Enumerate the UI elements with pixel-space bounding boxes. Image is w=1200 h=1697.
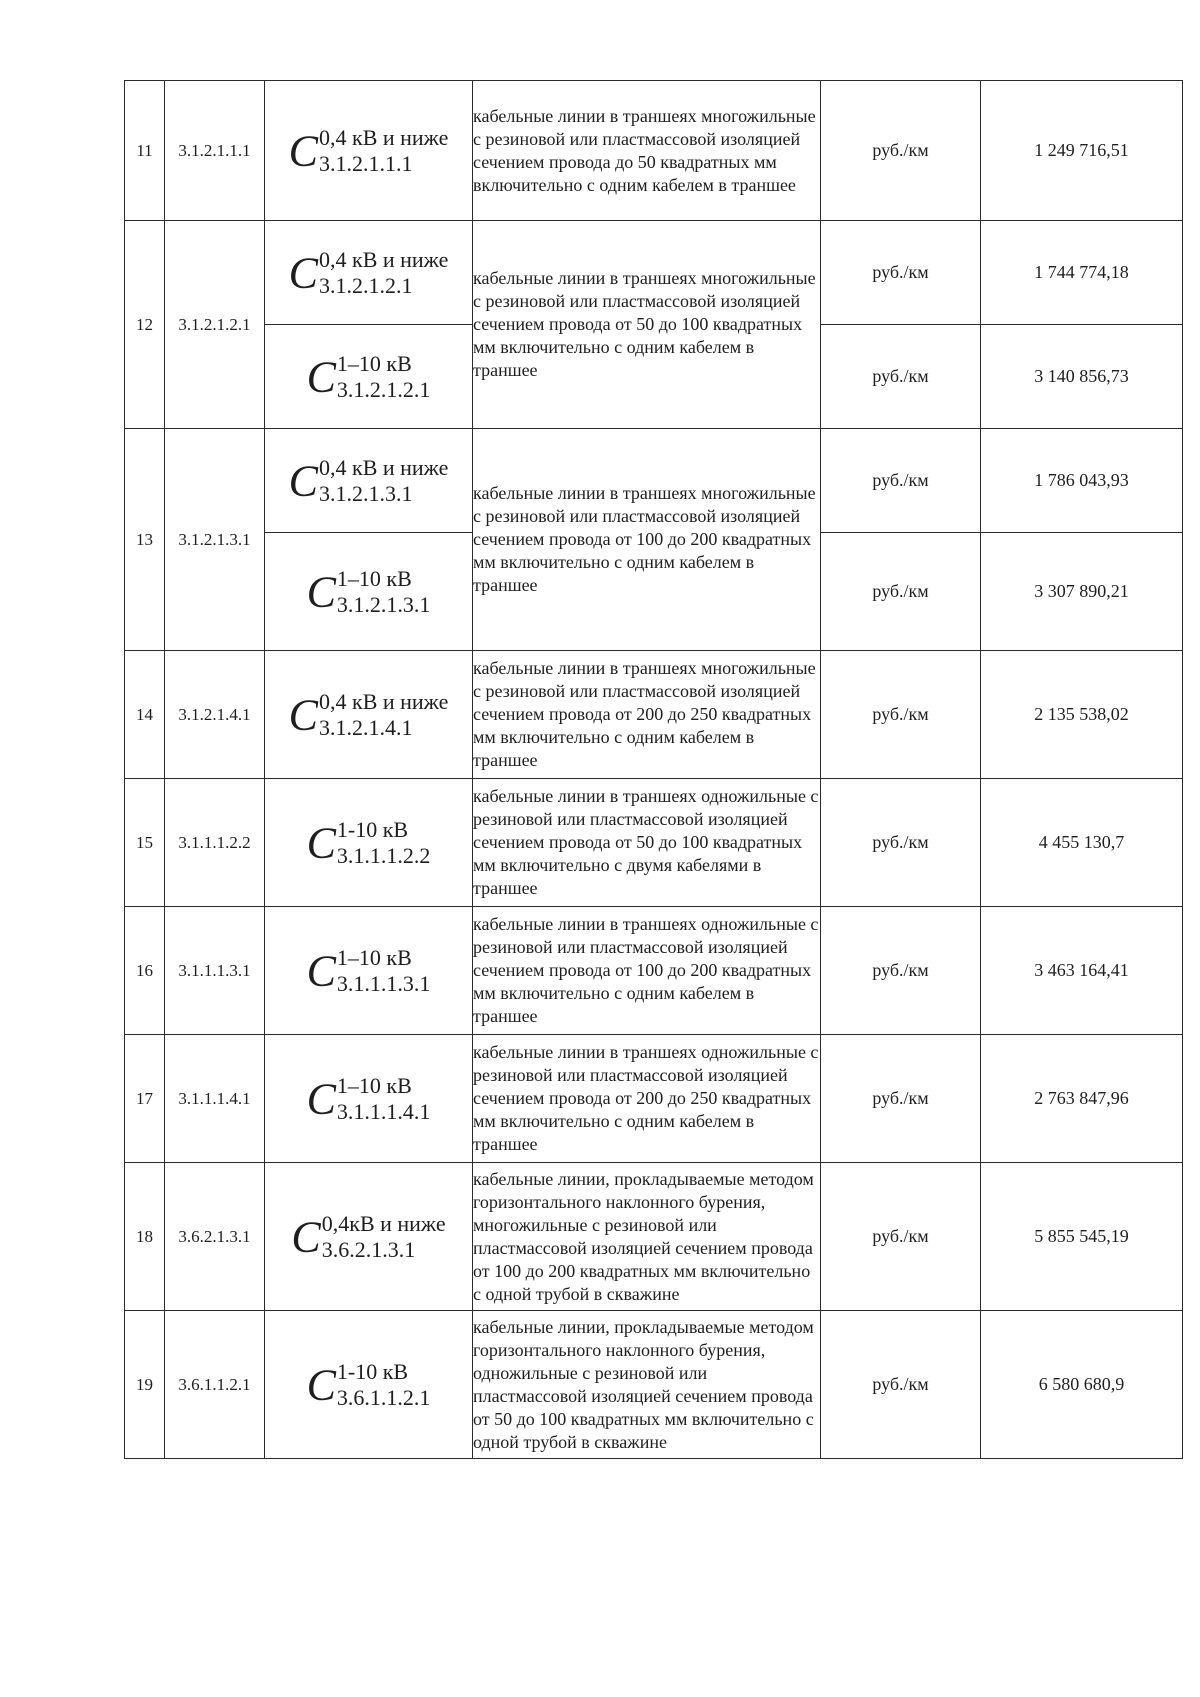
- formula-base: C: [306, 352, 336, 401]
- rate-code: 3.1.2.1.4.1: [165, 651, 265, 779]
- rate-code: 3.1.1.1.2.2: [165, 779, 265, 907]
- rate-symbol: [265, 907, 473, 1035]
- table-row: [125, 779, 1183, 907]
- line-description: кабельные линии, прокладываемые методом горизонтального наклонного бурения, одножильные с резиновой или пластмассовой изоляцией сечением провода от 50 до 100 квадратных мм включительно с одной трубой в скважине: [473, 1311, 821, 1459]
- line-description: кабельные линии, прокладываемые методом горизонтального наклонного бурения, многожильные с резиновой или пластмассовой изоляцией сечением провода от 100 до 200 квадратных мм включительно с одной трубой в скважине: [473, 1163, 821, 1311]
- formula-subscript: 3.1.2.1.2.1: [319, 272, 413, 298]
- table-row: [125, 81, 1183, 221]
- table-row: [125, 1163, 1183, 1311]
- formula-base: C: [291, 1212, 321, 1261]
- row-number: 14: [125, 651, 165, 779]
- rate-code: 3.6.2.1.3.1: [165, 1163, 265, 1311]
- formula-base: C: [306, 818, 336, 867]
- formula-subscript: 3.6.1.1.2.1: [336, 1384, 431, 1410]
- row-number: 17: [125, 1035, 165, 1163]
- formula-base: C: [288, 248, 318, 297]
- rate-symbol: [265, 429, 473, 533]
- rate-formula: [307, 351, 431, 403]
- formula-superscript: 1–10 кВ: [336, 944, 412, 970]
- rate-symbol: [265, 651, 473, 779]
- rate-symbol: [265, 81, 473, 221]
- rate-formula: [307, 1359, 431, 1411]
- formula-superscript: 1–10 кВ: [336, 1072, 412, 1098]
- rate-formula: [291, 1211, 445, 1263]
- rate-code: 3.1.1.1.3.1: [165, 907, 265, 1035]
- formula-subscript: 3.1.1.1.3.1: [336, 970, 431, 996]
- rate-value: 3 463 164,41: [981, 907, 1183, 1035]
- rate-value: 1 249 716,51: [981, 81, 1183, 221]
- row-number: 18: [125, 1163, 165, 1311]
- formula-superscript: 0,4 кВ и ниже: [319, 454, 449, 480]
- rate-value: 6 580 680,9: [981, 1311, 1183, 1459]
- formula-subscript: 3.6.2.1.3.1: [321, 1236, 416, 1262]
- line-description: кабельные линии в траншеях многожильные с резиновой или пластмассовой изоляцией сечением провода от 200 до 250 квадратных мм включительно с одним кабелем в траншее: [473, 651, 821, 779]
- rate-value: 3 140 856,73: [981, 325, 1183, 429]
- row-number: 13: [125, 429, 165, 651]
- row-number: 16: [125, 907, 165, 1035]
- formula-subscript: 3.1.1.1.2.2: [336, 842, 431, 868]
- rate-symbol: [265, 1311, 473, 1459]
- unit-cell: руб./км: [821, 651, 981, 779]
- unit-cell: руб./км: [821, 533, 981, 651]
- formula-base: C: [306, 1360, 336, 1409]
- formula-superscript: 0,4 кВ и ниже: [319, 124, 449, 150]
- rate-formula: [307, 566, 431, 618]
- formula-subscript: 3.1.2.1.3.1: [319, 480, 413, 506]
- line-description: кабельные линии в траншеях одножильные с резиновой или пластмассовой изоляцией сечением провода от 200 до 250 квадратных мм включительно с одним кабелем в траншее: [473, 1035, 821, 1163]
- formula-superscript: 0,4 кВ и ниже: [319, 688, 449, 714]
- rate-formula: [289, 455, 449, 507]
- formula-superscript: 0,4кВ и ниже: [321, 1210, 446, 1236]
- row-number: 15: [125, 779, 165, 907]
- formula-subscript: 3.1.1.1.4.1: [336, 1098, 431, 1124]
- unit-cell: руб./км: [821, 221, 981, 325]
- unit-cell: руб./км: [821, 1035, 981, 1163]
- formula-subscript: 3.1.2.1.3.1: [336, 591, 431, 617]
- rate-code: 3.1.2.1.1.1: [165, 81, 265, 221]
- table-row: [125, 429, 1183, 533]
- formula-superscript: 1–10 кВ: [336, 350, 412, 376]
- rate-symbol: [265, 221, 473, 325]
- rate-value: 2 763 847,96: [981, 1035, 1183, 1163]
- formula-subscript: 3.1.2.1.1.1: [319, 150, 413, 176]
- unit-cell: руб./км: [821, 429, 981, 533]
- unit-cell: руб./км: [821, 325, 981, 429]
- formula-base: C: [288, 456, 318, 505]
- formula-superscript: 1-10 кВ: [336, 1358, 409, 1384]
- unit-cell: руб./км: [821, 1311, 981, 1459]
- unit-cell: руб./км: [821, 1163, 981, 1311]
- table-row: [125, 1311, 1183, 1459]
- rate-code: 3.1.2.1.3.1: [165, 429, 265, 651]
- row-number: 12: [125, 221, 165, 429]
- rate-formula: [307, 1073, 431, 1125]
- line-description: кабельные линии в траншеях многожильные с резиновой или пластмассовой изоляцией сечением провода до 50 квадратных мм включительно с одним кабелем в траншее: [473, 81, 821, 221]
- rate-formula: [289, 247, 449, 299]
- line-description: кабельные линии в траншеях многожильные с резиновой или пластмассовой изоляцией сечением провода от 100 до 200 квадратных мм включительно с одним кабелем в траншее: [473, 429, 821, 651]
- rate-value: 2 135 538,02: [981, 651, 1183, 779]
- formula-base: C: [306, 946, 336, 995]
- rate-value: 1 744 774,18: [981, 221, 1183, 325]
- tariff-table: [124, 80, 1183, 1459]
- line-description: кабельные линии в траншеях одножильные с резиновой или пластмассовой изоляцией сечением провода от 100 до 200 квадратных мм включительно с одним кабелем в траншее: [473, 907, 821, 1035]
- unit-cell: руб./км: [821, 907, 981, 1035]
- formula-superscript: 0,4 кВ и ниже: [319, 246, 449, 272]
- rate-formula: [307, 817, 431, 869]
- row-number: 11: [125, 81, 165, 221]
- rate-value: 1 786 043,93: [981, 429, 1183, 533]
- row-number: 19: [125, 1311, 165, 1459]
- rate-code: 3.1.2.1.2.1: [165, 221, 265, 429]
- line-description: кабельные линии в траншеях одножильные с резиновой или пластмассовой изоляцией сечением провода от 50 до 100 квадратных мм включительно с двумя кабелями в траншее: [473, 779, 821, 907]
- rate-symbol: [265, 533, 473, 651]
- rate-code: 3.1.1.1.4.1: [165, 1035, 265, 1163]
- line-description: кабельные линии в траншеях многожильные с резиновой или пластмассовой изоляцией сечением провода от 50 до 100 квадратных мм включительно с одним кабелем в траншее: [473, 221, 821, 429]
- formula-base: C: [306, 567, 336, 616]
- rate-symbol: [265, 779, 473, 907]
- unit-cell: руб./км: [821, 81, 981, 221]
- unit-cell: руб./км: [821, 779, 981, 907]
- rate-formula: [289, 125, 449, 177]
- formula-base: C: [288, 126, 318, 175]
- formula-subscript: 3.1.2.1.2.1: [336, 376, 431, 402]
- rate-symbol: [265, 1035, 473, 1163]
- formula-superscript: 1-10 кВ: [336, 816, 409, 842]
- rate-symbol: [265, 325, 473, 429]
- formula-base: C: [306, 1074, 336, 1123]
- table-row: [125, 651, 1183, 779]
- table-row: [125, 907, 1183, 1035]
- table-row: [125, 221, 1183, 325]
- formula-base: C: [288, 690, 318, 739]
- rate-value: 5 855 545,19: [981, 1163, 1183, 1311]
- rate-value: 4 455 130,7: [981, 779, 1183, 907]
- formula-superscript: 1–10 кВ: [336, 565, 412, 591]
- rate-value: 3 307 890,21: [981, 533, 1183, 651]
- rate-code: 3.6.1.1.2.1: [165, 1311, 265, 1459]
- table-row: [125, 1035, 1183, 1163]
- rate-formula: [307, 945, 431, 997]
- rate-symbol: [265, 1163, 473, 1311]
- formula-subscript: 3.1.2.1.4.1: [319, 714, 413, 740]
- rate-formula: [289, 689, 449, 741]
